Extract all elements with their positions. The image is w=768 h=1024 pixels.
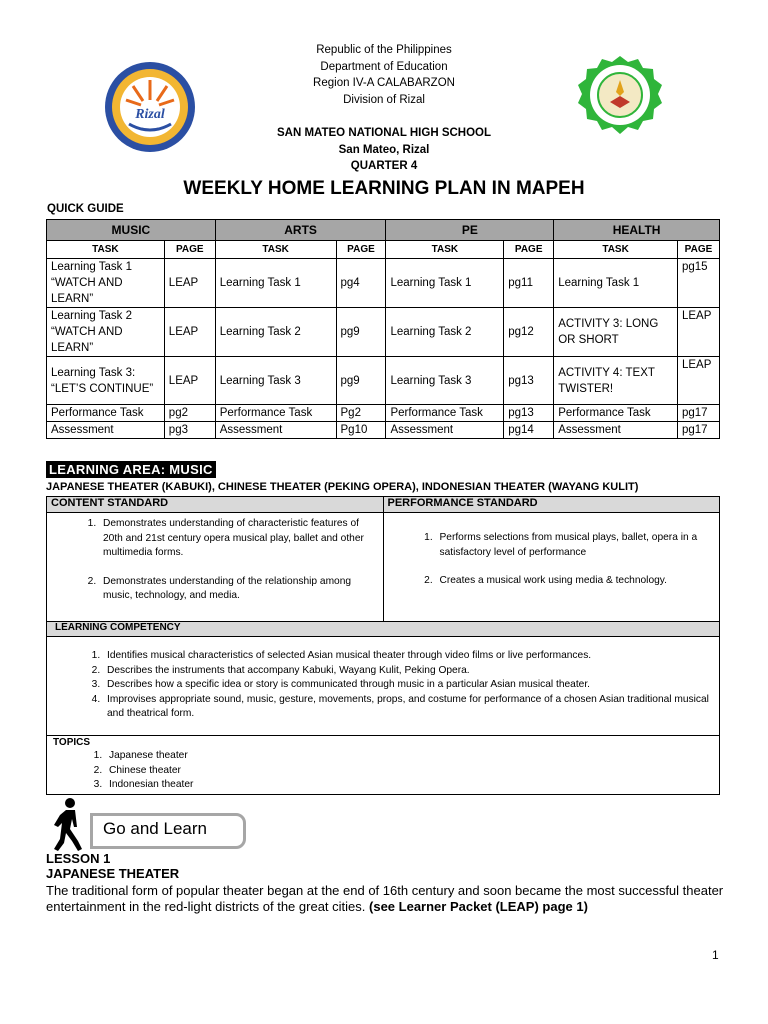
school-name: SAN MATEO NATIONAL HIGH SCHOOL — [276, 127, 492, 139]
table-cell: pg13 — [504, 357, 554, 405]
lesson-number: LESSON 1 — [46, 851, 111, 866]
page-title: WEEKLY HOME LEARNING PLAN IN MAPEH — [183, 178, 585, 199]
content-standard-item: 2. Demonstrates understanding of the relationship among music, technology, and media. — [99, 575, 379, 604]
subject-music: MUSIC — [47, 220, 216, 241]
table-cell: LEAP — [164, 259, 215, 308]
table-cell: pg2 — [164, 405, 215, 422]
table-cell: Learning Task 3 — [386, 357, 504, 405]
school-location: San Mateo, Rizal — [338, 143, 430, 156]
topic-item: 2. Chinese theater — [105, 764, 715, 779]
subject-arts: ARTS — [215, 220, 386, 241]
topics-label: TOPICS — [53, 737, 91, 748]
table-cell: Pg2 — [336, 405, 386, 422]
subject-pe: PE — [386, 220, 554, 241]
table-cell: pg3 — [164, 422, 215, 439]
task-header: TASK — [215, 241, 336, 259]
table-cell: Learning Task 2 “WATCH AND LEARN” — [47, 308, 165, 357]
quarter-label: QUARTER 4 — [350, 160, 418, 172]
quick-guide-label: QUICK GUIDE — [47, 203, 124, 215]
table-cell: Assessment — [554, 422, 678, 439]
page-header: PAGE — [336, 241, 386, 259]
lesson-title: JAPANESE THEATER — [46, 866, 180, 881]
header-line-deped: Department of Education — [320, 60, 448, 73]
table-cell: Performance Task — [47, 405, 165, 422]
table-row — [47, 422, 720, 439]
go-and-learn-banner — [48, 797, 248, 853]
table-cell: ACTIVITY 3: LONG OR SHORT — [554, 308, 678, 357]
table-cell: pg13 — [504, 405, 554, 422]
content-standard-header: CONTENT STANDARD — [47, 497, 384, 513]
task-header: TASK — [47, 241, 165, 259]
table-cell: Assessment — [386, 422, 504, 439]
header-line-division: Division of Rizal — [343, 93, 425, 106]
learning-area-label: LEARNING AREA: MUSIC — [46, 461, 216, 478]
lesson-paragraph — [46, 883, 736, 915]
competency-item: 2. Describes the instruments that accompany Kabuki, Wayang Kulit, Peking Opera. — [103, 664, 715, 679]
subject-health: HEALTH — [554, 220, 720, 241]
competency-item: 3. Describes how a specific idea or story is communicated through music in a particular Asian musical theater. — [103, 678, 715, 693]
page-number: 1 — [712, 948, 719, 962]
table-cell: LEAP — [164, 308, 215, 357]
performance-standards-cell — [383, 513, 720, 622]
table-cell: Performance Task — [386, 405, 504, 422]
lesson-text-1: The traditional form of popular theater began at the end of 16th century and soon became the most successful theater — [46, 883, 724, 898]
table-cell: pg11 — [504, 259, 554, 308]
performance-standard-header: PERFORMANCE STANDARD — [383, 497, 720, 513]
competency-item: 1. Identifies musical characteristics of selected Asian musical theater through video films or live performances. — [103, 649, 715, 664]
table-cell: pg17 — [677, 405, 719, 422]
svg-text:Rizal: Rizal — [135, 107, 165, 122]
table-row — [47, 259, 720, 308]
task-header: TASK — [386, 241, 504, 259]
walking-person-icon — [48, 797, 92, 853]
content-standards-cell — [47, 513, 384, 622]
table-cell: pg14 — [504, 422, 554, 439]
table-cell: Performance Task — [554, 405, 678, 422]
table-cell: Learning Task 3 — [215, 357, 336, 405]
header-block — [0, 42, 768, 108]
table-cell: Learning Task 1 — [554, 259, 678, 308]
table-cell: pg4 — [336, 259, 386, 308]
table-cell: pg12 — [504, 308, 554, 357]
table-cell: LEAP — [677, 308, 719, 357]
table-cell: Learning Task 2 — [386, 308, 504, 357]
quick-guide-table — [46, 219, 720, 439]
lesson-text-2: entertainment in the red-light districts of the great cities. — [46, 899, 366, 914]
table-cell: pg9 — [336, 357, 386, 405]
table-cell: Learning Task 2 — [215, 308, 336, 357]
content-standard-item: 1. Demonstrates understanding of characteristic features of 20th and 21st century opera musical play, ballet and other multimedia forms. — [99, 517, 379, 561]
table-cell: Learning Task 1 — [386, 259, 504, 308]
performance-standard-item: 2. Creates a musical work using media & technology. — [436, 574, 716, 589]
table-cell: pg17 — [677, 422, 719, 439]
table-cell: Assessment — [215, 422, 336, 439]
table-cell: pg9 — [336, 308, 386, 357]
table-cell: Learning Task 1 — [215, 259, 336, 308]
topic-item: 3. Indonesian theater — [105, 778, 715, 793]
header-line-republic: Republic of the Philippines — [316, 44, 452, 56]
table-cell: Performance Task — [215, 405, 336, 422]
page-header: PAGE — [164, 241, 215, 259]
table-cell: Learning Task 1 “WATCH AND LEARN” — [47, 259, 165, 308]
school-block — [0, 125, 768, 175]
table-cell: LEAP — [164, 357, 215, 405]
table-cell: Assessment — [47, 422, 165, 439]
table-row — [47, 357, 720, 405]
header-line-region: Region IV-A CALABARZON — [313, 77, 455, 89]
performance-standard-item: 1. Performs selections from musical plays, ballet, opera in a satisfactory level of performance — [436, 531, 716, 560]
table-cell: LEAP — [677, 357, 719, 405]
go-and-learn-label: Go and Learn — [103, 819, 207, 838]
lesson-heading — [46, 851, 179, 881]
standards-table — [46, 496, 720, 795]
learning-area-subtitle: JAPANESE THEATER (KABUKI), CHINESE THEATER (PEKING OPERA), INDONESIAN THEATER (WAYANG KULIT) — [46, 481, 639, 493]
topics-cell — [47, 736, 720, 795]
topic-item: 1. Japanese theater — [105, 749, 715, 764]
page-header: PAGE — [677, 241, 719, 259]
table-row — [47, 308, 720, 357]
lesson-text-2-line — [46, 899, 736, 915]
table-cell: Learning Task 3: “LET’S CONTINUE” — [47, 357, 165, 405]
table-cell: ACTIVITY 4: TEXT TWISTER! — [554, 357, 678, 405]
table-row — [47, 405, 720, 422]
page-header: PAGE — [504, 241, 554, 259]
table-cell: pg15 — [677, 259, 719, 308]
learning-competency-header: LEARNING COMPETENCY — [47, 622, 720, 637]
competencies-cell — [47, 637, 720, 736]
lesson-reference: (see Learner Packet (LEAP) page 1) — [369, 899, 588, 914]
task-header: TASK — [554, 241, 678, 259]
table-cell: Pg10 — [336, 422, 386, 439]
competency-item: 4. Improvises appropriate sound, music, gesture, movements, props, and costume for performance of a chosen Asian traditional musical and theatrical form. — [103, 693, 715, 722]
